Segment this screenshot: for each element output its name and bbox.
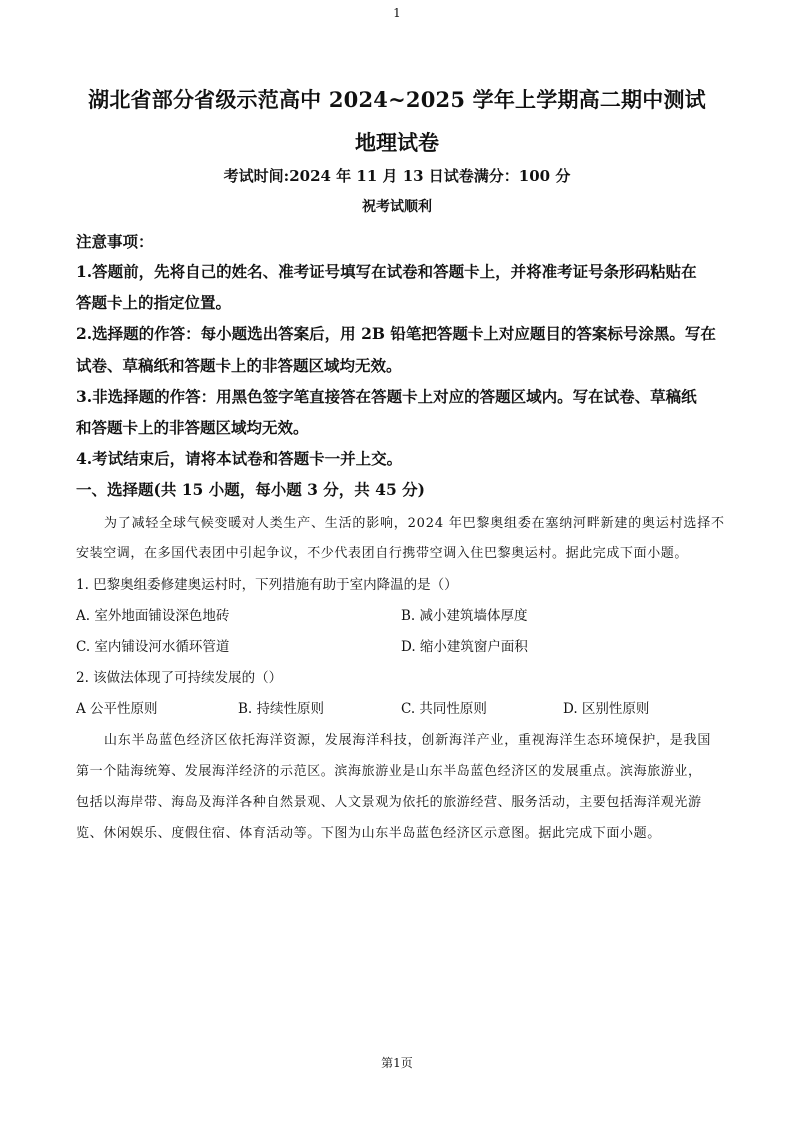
exam-title: 湖北省部分省级示范高中 2024~2025 学年上学期高二期中测试 xyxy=(88,87,706,112)
exam-subject-title: 地理试卷 xyxy=(355,130,439,155)
page-footer-number: 第1页 xyxy=(381,1056,413,1070)
question-2: 2. 该做法体现了可持续发展的（） xyxy=(76,670,283,686)
notice-item-3-line1: 3.非选择题的作答：用黑色签字笔直接答在答题卡上对应的答题区域内。写在试卷、草稿纸 xyxy=(76,387,697,406)
notice-item-2-line1: 2.选择题的作答：每小题选出答案后，用 2B 铅笔把答题卡上对应题目的答案标号涂黑。写在 xyxy=(76,324,716,343)
notice-item-4: 4.考试结束后，请将本试卷和答题卡一并上交。 xyxy=(76,449,403,468)
notice-item-1-line1: 1.答题前，先将自己的姓名、准考证号填写在试卷和答题卡上，并将准考证号条形码粘贴在 xyxy=(76,262,697,281)
notice-item-1-line2: 答题卡上的指定位置。 xyxy=(76,293,232,312)
section-heading: 一、选择题(共 15 小题，每小题 3 分，共 45 分) xyxy=(76,480,425,499)
passage-2-line4: 览、休闲娱乐、度假住宿、体育活动等。下图为山东半岛蓝色经济区示意图。据此完成下面小题。 xyxy=(76,826,661,841)
q1-option-d: D. 缩小建筑窗户面积 xyxy=(401,639,528,655)
q1-option-c: C. 室内铺设河水循环管道 xyxy=(76,639,230,655)
q1-option-b: B. 减小建筑墙体厚度 xyxy=(401,608,528,624)
page-top-number: 1 xyxy=(393,6,401,20)
q2-option-c: C. 共同性原则 xyxy=(401,701,487,717)
blessing-text: 祝考试顺利 xyxy=(362,199,432,215)
notice-heading: 注意事项： xyxy=(76,232,154,251)
q2-option-d: D. 区别性原则 xyxy=(563,701,650,717)
q2-option-a: A 公平性原则 xyxy=(76,701,158,717)
passage-2-line3: 包括以海岸带、海岛及海洋各种自然景观、人文景观为依托的旅游经营、服务活动，主要包括海洋观光游 xyxy=(76,795,702,810)
q1-option-a: A. 室外地面铺设深色地砖 xyxy=(76,608,230,624)
notice-item-3-line2: 和答题卡上的非答题区域均无效。 xyxy=(76,418,309,437)
q2-option-b: B. 持续性原则 xyxy=(238,701,325,717)
notice-item-2-line2: 试卷、草稿纸和答题卡上的非答题区域均无效。 xyxy=(76,356,402,375)
passage-1-line2: 安装空调，在多国代表团中引起争议，不少代表团自行携带空调入住巴黎奥运村。据此完成下面小题。 xyxy=(76,546,689,561)
passage-2-line2: 第一个陆海统筹、发展海洋经济的示范区。滨海旅游业是山东半岛蓝色经济区的发展重点。滨海旅游业， xyxy=(76,764,702,779)
question-1: 1. 巴黎奥组委修建奥运村时，下列措施有助于室内降温的是（） xyxy=(76,577,458,593)
passage-1-line1: 为了减轻全球气候变暖对人类生产、生活的影响，2024 年巴黎奥组委在塞纳河畔新建的奥运村选择不 xyxy=(104,516,725,531)
exam-info: 考试时间:2024 年 11 月 13 日试卷满分：100 分 xyxy=(223,167,571,185)
passage-2-line1: 山东半岛蓝色经济区依托海洋资源，发展海洋科技，创新海洋产业，重视海洋生态环境保护，是我国 xyxy=(104,733,712,748)
